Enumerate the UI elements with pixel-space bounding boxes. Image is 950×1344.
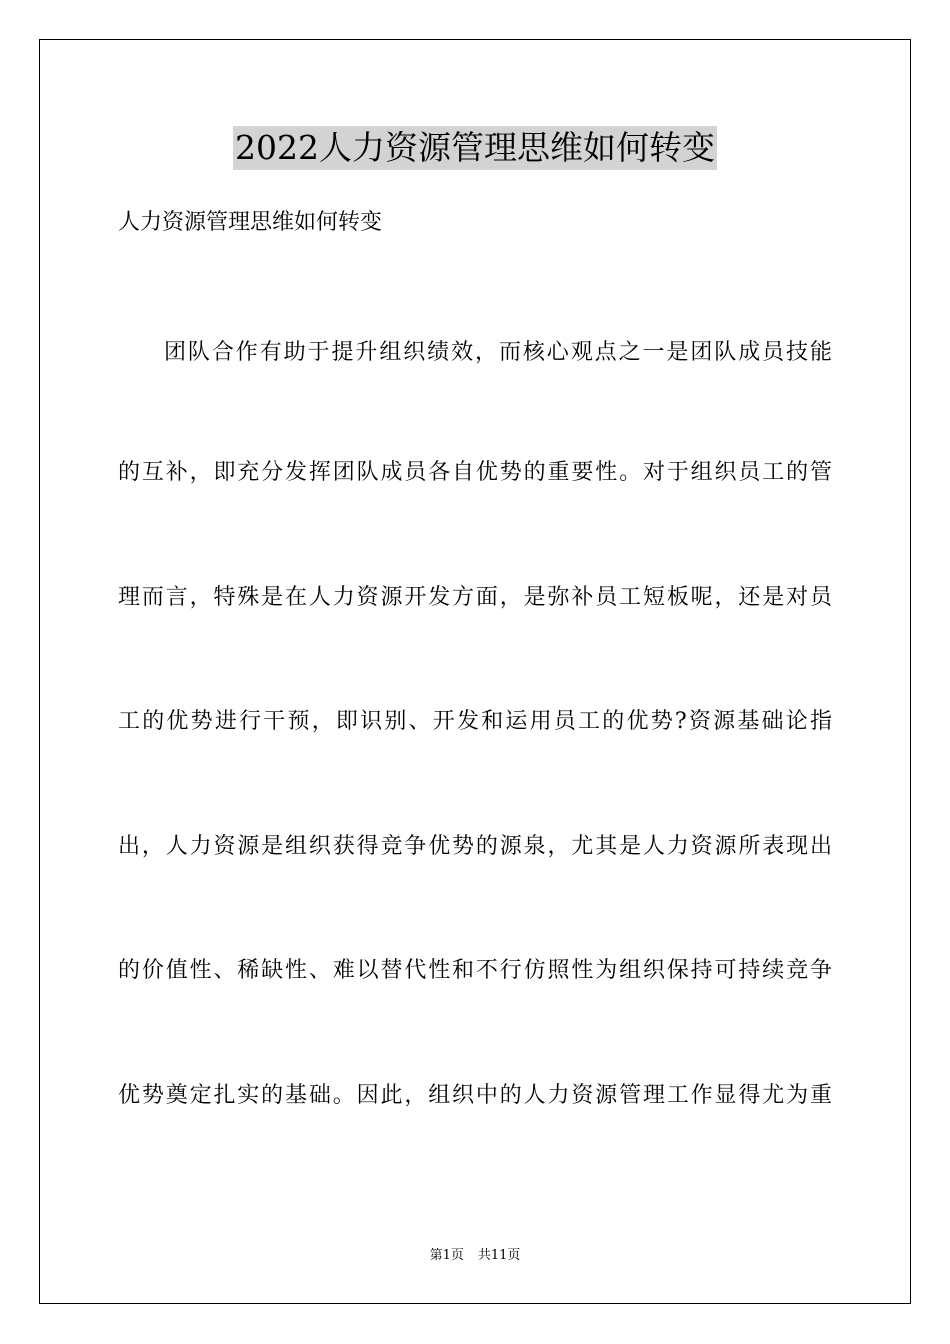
paragraph-line: 的价值性、稀缺性、难以替代性和不行仿照性为组织保持可持续竞争 bbox=[118, 958, 832, 983]
paragraph-line: 出，人力资源是组织获得竞争优势的源泉，尤其是人力资源所表现出 bbox=[118, 834, 832, 859]
paragraph-line: 理而言，特殊是在人力资源开发方面，是弥补员工短板呢，还是对员 bbox=[118, 585, 832, 610]
paragraph-line: 的互补，即充分发挥团队成员各自优势的重要性。对于组织员工的管 bbox=[118, 460, 832, 485]
paragraph-line: 团队合作有助于提升组织绩效，而核心观点之一是团队成员技能 bbox=[164, 340, 832, 365]
document-title: 2022人力资源管理思维如何转变 bbox=[233, 126, 717, 170]
paragraph-line: 工的优势进行干预，即识别、开发和运用员工的优势?资源基础论指 bbox=[118, 709, 832, 734]
document-subtitle: 人力资源管理思维如何转变 bbox=[118, 210, 383, 235]
page-total: 共11页 bbox=[477, 1248, 521, 1263]
paragraph-line: 优势奠定扎实的基础。因此，组织中的人力资源管理工作显得尤为重 bbox=[118, 1083, 832, 1108]
title-container bbox=[0, 126, 950, 170]
page-number: 第1页 bbox=[429, 1248, 464, 1263]
page-footer bbox=[0, 1247, 950, 1265]
